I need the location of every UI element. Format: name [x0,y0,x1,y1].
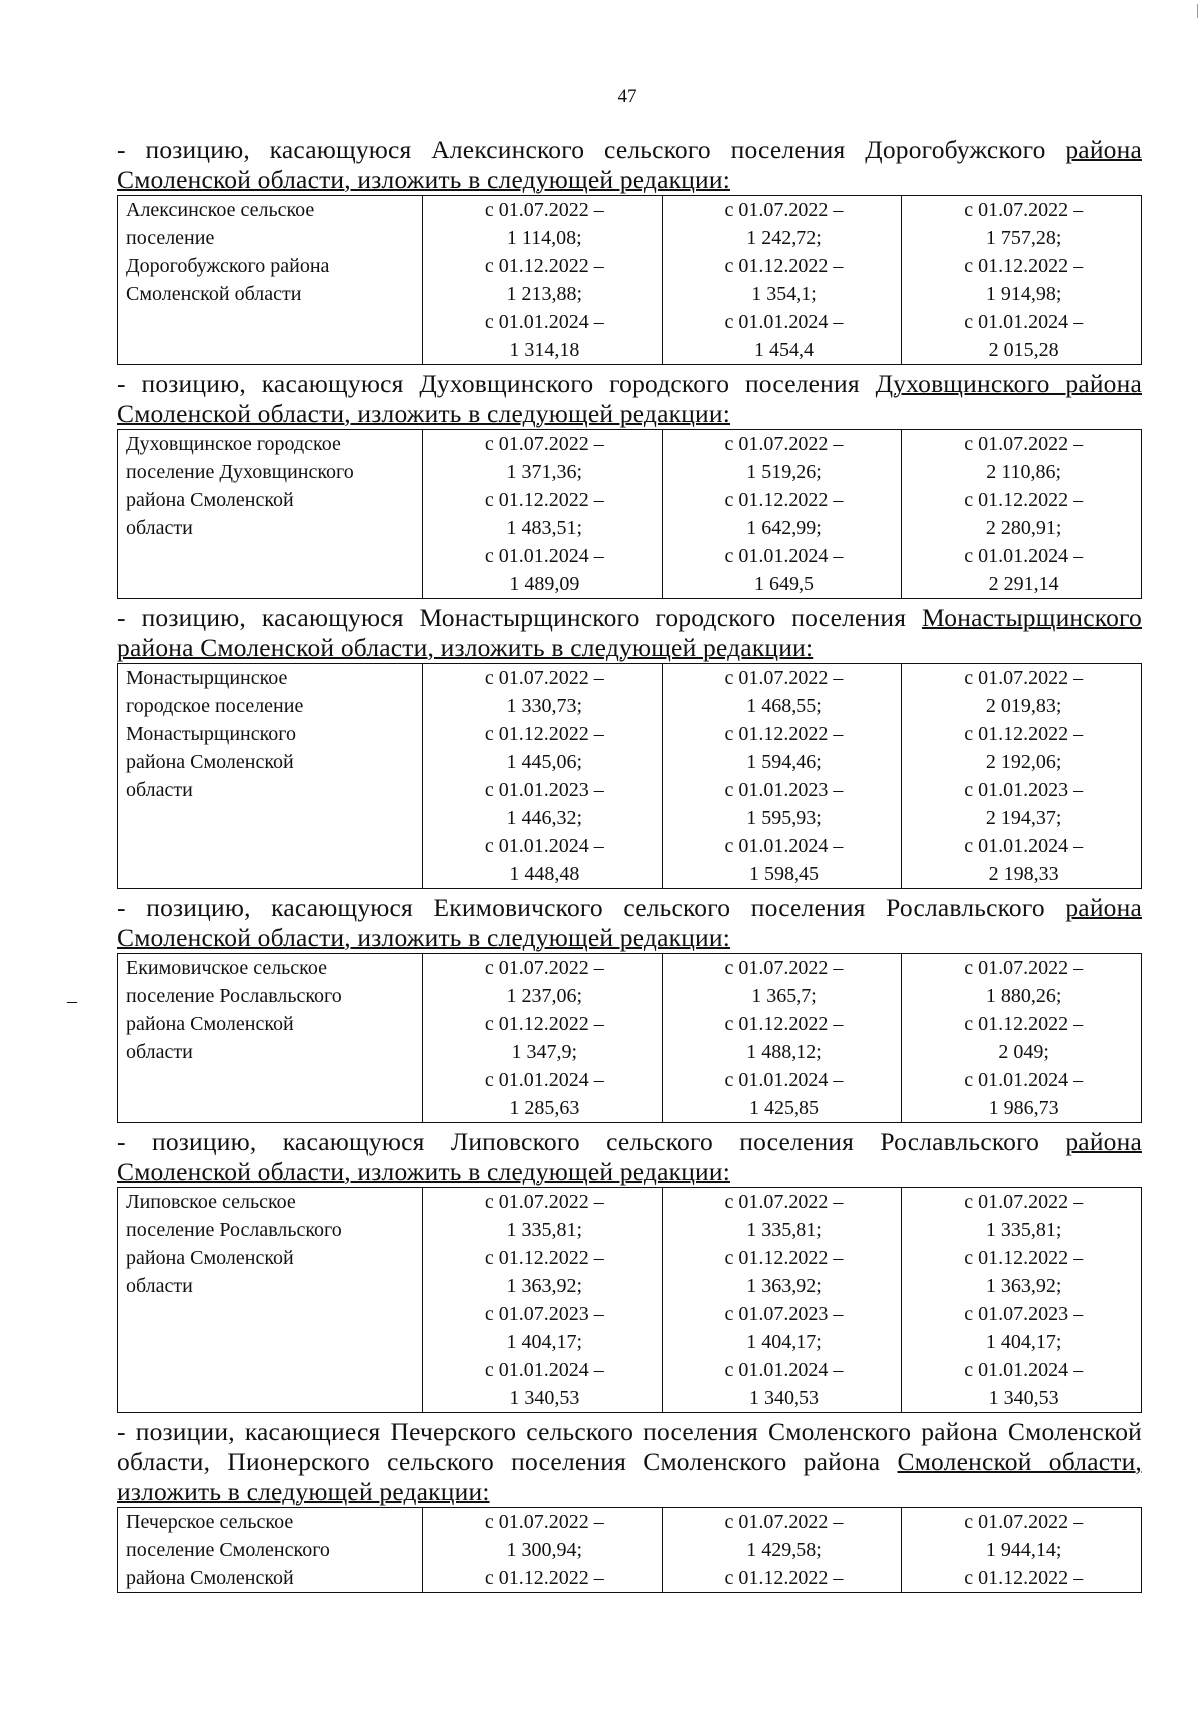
scan-edge-mark [1197,4,1198,18]
section-intro [117,369,1142,429]
settlement-name-line: области [126,1041,193,1063]
settlement-name-line: Монастырщинское [126,667,288,689]
position-section [117,893,1142,1123]
tariff-period-line: с 01.01.2024 – [484,311,604,333]
tariff-period-line: с 01.07.2022 – [964,433,1084,455]
tariff-value-line: 1 446,32; [506,807,583,829]
tariff-value-line: 2 194,37; [985,807,1062,829]
tariff-value-line: 1 363,92; [506,1275,583,1297]
tariff-period-line: с 01.12.2022 – [484,489,604,511]
tariff-cell-col2 [662,954,902,1123]
tariff-value-line: 2 198,33 [988,863,1059,885]
tariff-value-line: 1 363,92; [746,1275,822,1297]
tariff-period-line: с 01.07.2022 – [484,433,604,455]
tariff-value-line: 1 880,26; [985,985,1062,1007]
intro-text: - позиции, касающиеся Печерского сельского поселения Смоленского района Смоленской области, Пионерского сельского поселения Смоленского района [117,1417,1142,1476]
settlement-name-line: области [126,779,193,801]
settlement-name-line: Екимовичское сельское [126,957,327,979]
tariff-value-line: 2 291,14 [988,573,1059,595]
tariff-period-line: с 01.07.2022 – [724,1191,844,1213]
tariff-value-line: 2 015,28 [988,339,1059,361]
tariff-period-line: с 01.01.2024 – [724,835,844,857]
tariff-period-line: с 01.12.2022 – [484,1247,604,1269]
tariff-cell-col2 [662,196,902,365]
tariff-period-line: с 01.01.2023 – [484,779,604,801]
tariff-period-line: с 01.07.2022 – [484,957,604,979]
tariff-value-line: 1 365,7; [751,985,817,1007]
tariff-period-line: с 01.12.2022 – [724,1567,844,1589]
tariff-cell-col1 [423,1188,663,1413]
section-intro [117,135,1142,195]
tariff-value-line: 1 285,63 [509,1097,580,1119]
tariff-period-line: с 01.01.2024 – [724,545,844,567]
tariff-period-line: с 01.07.2022 – [484,1511,604,1533]
tariff-value-line: 1 914,98; [985,283,1062,305]
tariff-period-line: с 01.01.2024 – [964,835,1084,857]
settlement-name-line: поселение [126,227,215,249]
tariff-value-line: 1 404,17; [985,1331,1062,1353]
rates-table [117,429,1142,599]
tariff-period-line: с 01.07.2023 – [724,1303,844,1325]
tariff-period-line: с 01.01.2024 – [724,1069,844,1091]
tariff-period-line: с 01.01.2024 – [964,1359,1084,1381]
tariff-value-line: 1 340,53 [748,1387,819,1409]
tariff-period-line: с 01.12.2022 – [484,1567,604,1589]
position-section [117,369,1142,599]
tariff-period-line: с 01.12.2022 – [964,489,1084,511]
tariff-value-line: 1 340,53 [509,1387,580,1409]
tariff-cell-col1 [423,664,663,889]
settlement-name-line: Печерское сельское [126,1511,294,1533]
settlement-name-cell [118,664,423,889]
margin-dash: – [67,990,77,1012]
rates-table [117,195,1142,365]
tariff-value-line: 1 757,28; [985,227,1062,249]
tariff-period-line: с 01.12.2022 – [724,723,844,745]
tariff-period-line: с 01.07.2022 – [724,199,844,221]
tariff-cell-col1 [423,430,663,599]
settlement-name-line: поселение Духовщинского [126,461,354,483]
tariff-value-line: 1 649,5 [753,573,814,595]
tariff-period-line: с 01.07.2022 – [724,667,844,689]
settlement-name-cell [118,1508,423,1593]
tariff-cell-col1 [423,1508,663,1593]
table-row [118,954,1142,1123]
tariff-value-line: 1 448,48 [509,863,580,885]
tariff-value-line: 1 340,53 [988,1387,1059,1409]
settlement-name-line: поселение Рославльского [126,1219,342,1241]
tariff-value-line: 1 642,99; [746,517,822,539]
table-row [118,1508,1142,1593]
tariff-value-line: 1 335,81; [506,1219,583,1241]
tariff-cell-col3 [902,196,1142,365]
settlement-name-line: области [126,517,193,539]
tariff-value-line: 2 192,06; [985,751,1062,773]
tariff-period-line: с 01.07.2022 – [484,1191,604,1213]
tariff-value-line: 1 300,94; [506,1539,583,1561]
tariff-period-line: с 01.01.2024 – [964,311,1084,333]
tariff-value-line: 1 944,14; [985,1539,1062,1561]
tariff-value-line: 1 314,18 [509,339,580,361]
table-row [118,430,1142,599]
settlement-name-line: района Смоленской [126,1567,294,1589]
tariff-period-line: с 01.12.2022 – [724,1247,844,1269]
rates-table [117,1187,1142,1413]
tariff-period-line: с 01.01.2023 – [724,779,844,801]
settlement-name-line: городское поселение [126,695,304,717]
tariff-period-line: с 01.01.2024 – [964,545,1084,567]
tariff-value-line: 1 519,26; [746,461,822,483]
intro-text: - позицию, касающуюся Монастырщинского городского поселения [117,603,923,632]
tariff-period-line: с 01.12.2022 – [964,1567,1084,1589]
tariff-period-line: с 01.07.2022 – [724,433,844,455]
tariff-period-line: с 01.12.2022 – [964,1247,1084,1269]
intro-underlined-text: района Смоленской области, изложить в следующей редакции: [117,135,1142,194]
tariff-value-line: 1 594,46; [746,751,822,773]
settlement-name-line: Липовское сельское [126,1191,296,1213]
tariff-value-line: 1 237,06; [506,985,583,1007]
tariff-period-line: с 01.12.2022 – [724,255,844,277]
section-intro [117,603,1142,663]
tariff-period-line: с 01.01.2024 – [964,1069,1084,1091]
tariff-value-line: 1 429,58; [746,1539,822,1561]
intro-text: - позицию, касающуюся Липовского сельского поселения Рославльского [117,1127,1066,1156]
tariff-value-line: 1 454,4 [753,339,814,361]
tariff-cell-col3 [902,1188,1142,1413]
tariff-value-line: 1 335,81; [985,1219,1062,1241]
tariff-period-line: с 01.07.2022 – [964,1191,1084,1213]
tariff-value-line: 1 445,06; [506,751,583,773]
tariff-value-line: 1 330,73; [506,695,583,717]
tariff-value-line: 2 110,86; [986,461,1062,483]
tariff-period-line: с 01.07.2022 – [964,667,1084,689]
tariff-period-line: с 01.07.2022 – [964,199,1084,221]
tariff-period-line: с 01.01.2023 – [964,779,1084,801]
settlement-name-line: Духовщинское городское [126,433,341,455]
settlement-name-line: поселение Смоленского [126,1539,330,1561]
tariff-period-line: с 01.12.2022 – [484,1013,604,1035]
table-row [118,1188,1142,1413]
settlement-name-line: области [126,1275,193,1297]
section-intro [117,1417,1142,1507]
tariff-cell-col3 [902,430,1142,599]
settlement-name-cell [118,196,423,365]
settlement-name-cell [118,430,423,599]
tariff-period-line: с 01.01.2024 – [724,1359,844,1381]
tariff-period-line: с 01.12.2022 – [964,723,1084,745]
tariff-value-line: 1 489,09 [509,573,580,595]
table-row [118,196,1142,365]
tariff-value-line: 2 049; [998,1041,1049,1063]
tariff-value-line: 1 213,88; [506,283,583,305]
tariff-value-line: 1 488,12; [746,1041,822,1063]
rates-table [117,953,1142,1123]
tariff-cell-col3 [902,1508,1142,1593]
tariff-cell-col1 [423,954,663,1123]
tariff-cell-col2 [662,1508,902,1593]
tariff-period-line: с 01.12.2022 – [724,1013,844,1035]
settlement-name-cell [118,954,423,1123]
settlement-name-line: Дорогобужского района [126,255,330,277]
tariff-period-line: с 01.07.2022 – [964,1511,1084,1533]
tariff-value-line: 1 468,55; [746,695,822,717]
tariff-value-line: 2 280,91; [985,517,1062,539]
rates-table [117,663,1142,889]
tariff-period-line: с 01.07.2022 – [484,667,604,689]
section-intro [117,1127,1142,1187]
tariff-cell-col2 [662,1188,902,1413]
tariff-cell-col2 [662,430,902,599]
position-section [117,1127,1142,1413]
settlement-name-line: района Смоленской [126,751,294,773]
tariff-period-line: с 01.07.2022 – [964,957,1084,979]
tariff-cell-col1 [423,196,663,365]
tariff-value-line: 1 242,72; [746,227,822,249]
intro-underlined-text: Духовщинского района Смоленской области, изложить в следующей редакции: [117,369,1142,428]
tariff-period-line: с 01.01.2024 – [484,1359,604,1381]
position-section [117,1417,1142,1593]
tariff-cell-col3 [902,954,1142,1123]
tariff-period-line: с 01.07.2022 – [724,957,844,979]
tariff-cell-col3 [902,664,1142,889]
tariff-value-line: 1 335,81; [746,1219,822,1241]
tariff-value-line: 1 354,1; [751,283,817,305]
section-intro [117,893,1142,953]
tariff-value-line: 1 598,45 [748,863,819,885]
settlement-name-line: поселение Рославльского [126,985,342,1007]
intro-underlined-text: Смоленской области, изложить в следующей редакции: [117,1447,1142,1506]
tariff-value-line: 1 404,17; [506,1331,583,1353]
settlement-name-line: Алексинское сельское [126,199,315,221]
intro-text: - позицию, касающуюся Алексинского сельского поселения Дорогобужского [117,135,1066,164]
tariff-value-line: 1 595,93; [746,807,822,829]
tariff-cell-col2 [662,664,902,889]
settlement-name-line: Монастырщинского [126,723,297,745]
position-section [117,603,1142,889]
position-section [117,135,1142,365]
tariff-period-line: с 01.12.2022 – [964,255,1084,277]
tariff-period-line: с 01.12.2022 – [484,255,604,277]
intro-underlined-text: Монастырщинского района Смоленской области, изложить в следующей редакции: [117,603,1142,662]
settlement-name-line: Смоленской области [126,283,302,305]
tariff-period-line: с 01.12.2022 – [484,723,604,745]
tariff-period-line: с 01.07.2022 – [484,199,604,221]
tariff-value-line: 1 404,17; [746,1331,822,1353]
tariff-period-line: с 01.01.2024 – [484,1069,604,1091]
intro-text: - позицию, касающуюся Духовщинского городского поселения [117,369,876,398]
tariff-value-line: 1 483,51; [506,517,583,539]
tariff-value-line: 1 425,85 [748,1097,819,1119]
tariff-period-line: с 01.12.2022 – [724,489,844,511]
intro-text: - позицию, касающуюся Екимовичского сельского поселения Рославльского [117,893,1066,922]
tariff-period-line: с 01.01.2024 – [724,311,844,333]
tariff-period-line: с 01.01.2024 – [484,545,604,567]
intro-underlined-text: района Смоленской области, изложить в следующей редакции: [117,1127,1142,1186]
settlement-name-cell [118,1188,423,1413]
settlement-name-line: района Смоленской [126,1247,294,1269]
tariff-period-line: с 01.07.2023 – [484,1303,604,1325]
document-body [117,135,1142,1597]
tariff-period-line: с 01.12.2022 – [964,1013,1084,1035]
tariff-value-line: 1 986,73 [988,1097,1059,1119]
settlement-name-line: района Смоленской [126,1013,294,1035]
page-number: 47 [617,86,637,107]
tariff-value-line: 1 347,9; [511,1041,578,1063]
tariff-value-line: 1 363,92; [985,1275,1062,1297]
tariff-period-line: с 01.07.2022 – [724,1511,844,1533]
tariff-value-line: 1 371,36; [506,461,583,483]
rates-table [117,1507,1142,1593]
table-row [118,664,1142,889]
intro-underlined-text: района Смоленской области, изложить в следующей редакции: [117,893,1142,952]
tariff-value-line: 1 114,08; [506,227,582,249]
settlement-name-line: района Смоленской [126,489,294,511]
tariff-period-line: с 01.01.2024 – [484,835,604,857]
tariff-period-line: с 01.07.2023 – [964,1303,1084,1325]
tariff-value-line: 2 019,83; [985,695,1062,717]
